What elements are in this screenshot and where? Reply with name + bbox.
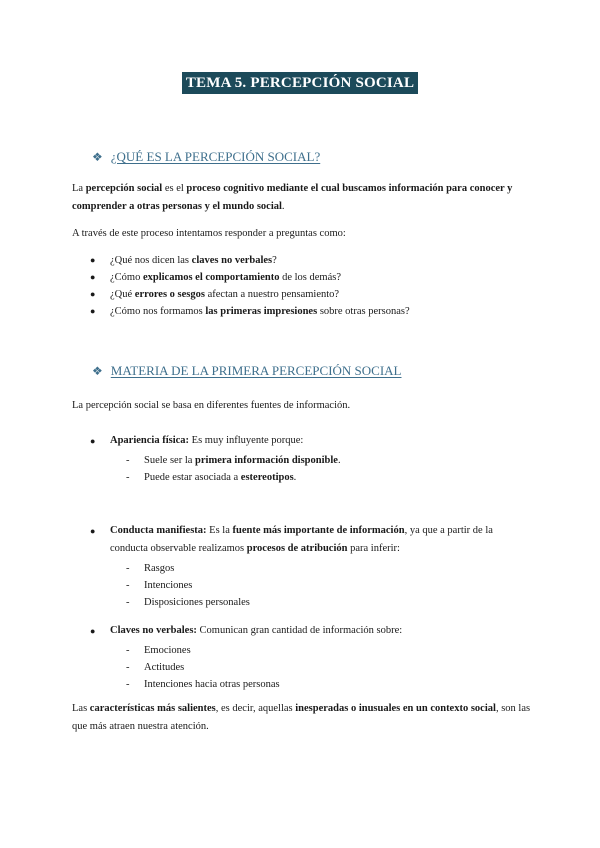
bullet-dot-icon: ● bbox=[90, 626, 96, 636]
text-span: Comunican gran cantidad de información sobre: bbox=[196, 625, 403, 636]
claves-lead bbox=[90, 622, 530, 640]
bold-span: Claves no verbales: bbox=[110, 625, 197, 636]
bold-span: procesos de atribución bbox=[246, 543, 348, 554]
text-span: Es muy influyente porque: bbox=[189, 435, 304, 446]
list-item bbox=[90, 642, 530, 659]
text-span: ¿Qué bbox=[110, 289, 135, 300]
section-heading-1 bbox=[92, 148, 320, 166]
list-item bbox=[90, 286, 530, 303]
text-span: , son las que más atraen nuestra atención. bbox=[72, 703, 531, 732]
text-span: afectan a nuestro pensamiento? bbox=[204, 289, 340, 300]
dash-bullet-icon: - bbox=[126, 563, 130, 574]
list-item bbox=[90, 269, 530, 286]
questions-lead: A través de este proceso intentamos responder a preguntas como: bbox=[72, 228, 346, 239]
list-item bbox=[90, 303, 530, 320]
list-item bbox=[90, 469, 530, 486]
text-span: ? bbox=[272, 255, 277, 266]
bold-span: características más salientes bbox=[89, 703, 216, 714]
text-span: para inferir: bbox=[347, 543, 400, 554]
bold-span: proceso cognitivo mediante el cual buscamos información para conocer y comprender a otras personas y el mundo social bbox=[72, 183, 513, 212]
list-item bbox=[90, 560, 530, 577]
dash-bullet-icon: - bbox=[126, 645, 130, 656]
text-span: . bbox=[293, 472, 297, 483]
apariencia-lead bbox=[90, 432, 530, 450]
text-span: de los demás? bbox=[279, 272, 341, 283]
list-item bbox=[90, 594, 530, 611]
claves-block bbox=[90, 622, 530, 693]
text-span: sobre otras personas? bbox=[317, 306, 410, 317]
text-span: Las bbox=[72, 703, 90, 714]
text-span: Puede estar asociada a bbox=[144, 472, 241, 483]
bullet-dot-icon: ● bbox=[90, 272, 96, 282]
dash-bullet-icon: - bbox=[126, 597, 130, 608]
bold-span: percepción social bbox=[85, 183, 163, 194]
definition-paragraph bbox=[72, 180, 532, 216]
bold-span: primera información disponible bbox=[195, 455, 338, 466]
list-item bbox=[90, 252, 530, 269]
text-span: Es la bbox=[206, 525, 233, 536]
text-span: , es decir, aquellas bbox=[215, 703, 296, 714]
text-span: Disposiciones personales bbox=[144, 597, 250, 608]
text-span: ¿Cómo nos formamos bbox=[110, 306, 206, 317]
bullet-dot-icon: ● bbox=[90, 255, 96, 265]
bullet-dot-icon: ● bbox=[90, 289, 96, 299]
bold-span: claves no verbales bbox=[191, 255, 273, 266]
bold-span: errores o sesgos bbox=[134, 289, 205, 300]
dash-bullet-icon: - bbox=[126, 662, 130, 673]
bold-span: estereotipos bbox=[240, 472, 294, 483]
section-heading-2-text: MATERIA DE LA PRIMERA PERCEPCIÓN SOCIAL bbox=[110, 363, 402, 378]
text-span: . bbox=[337, 455, 341, 466]
bold-span: fuente más importante de información bbox=[232, 525, 405, 536]
bullet-dot-icon: ● bbox=[90, 526, 96, 536]
bold-span: inesperadas o inusuales en un contexto social bbox=[295, 703, 496, 714]
bullet-dot-icon: ● bbox=[90, 436, 96, 446]
text-span: ¿Qué nos dicen las bbox=[110, 255, 192, 266]
text-span: Intenciones bbox=[144, 580, 193, 591]
text-span: Suele ser la bbox=[144, 455, 196, 466]
text-span: es el bbox=[162, 183, 187, 194]
diamond-bullet-icon: ❖ bbox=[92, 150, 103, 164]
text-span: ¿Cómo bbox=[110, 272, 143, 283]
bold-span: Conducta manifiesta: bbox=[110, 525, 207, 536]
list-item bbox=[90, 452, 530, 469]
dash-bullet-icon: - bbox=[126, 455, 130, 466]
apariencia-sublist bbox=[90, 452, 530, 486]
text-span: . bbox=[281, 201, 285, 212]
claves-sublist bbox=[90, 642, 530, 693]
title-wrap bbox=[0, 72, 600, 94]
text-span: Intenciones hacia otras personas bbox=[144, 679, 280, 690]
conducta-block bbox=[90, 522, 530, 611]
questions-list bbox=[90, 252, 530, 320]
text-span: Actitudes bbox=[144, 662, 185, 673]
diamond-bullet-icon: ❖ bbox=[92, 364, 103, 378]
page-title: TEMA 5. PERCEPCIÓN SOCIAL bbox=[182, 72, 418, 94]
dash-bullet-icon: - bbox=[126, 580, 130, 591]
closing-paragraph bbox=[72, 700, 532, 736]
list-item bbox=[90, 577, 530, 594]
bold-span: las primeras impresiones bbox=[205, 306, 318, 317]
conducta-lead bbox=[90, 522, 530, 558]
text-span: , ya que a partir de la conducta observable realizamos bbox=[110, 525, 493, 554]
section-heading-1-text: ¿QUÉ ES LA PERCEPCIÓN SOCIAL? bbox=[110, 149, 321, 164]
list-item bbox=[90, 659, 530, 676]
conducta-sublist bbox=[90, 560, 530, 611]
section-heading-2 bbox=[92, 362, 402, 380]
bold-span: explicamos el comportamiento bbox=[142, 272, 280, 283]
bullet-dot-icon: ● bbox=[90, 306, 96, 316]
sources-lead: La percepción social se basa en diferentes fuentes de información. bbox=[72, 400, 351, 411]
dash-bullet-icon: - bbox=[126, 679, 130, 690]
text-span: La bbox=[72, 183, 86, 194]
list-item bbox=[90, 676, 530, 693]
dash-bullet-icon: - bbox=[126, 472, 130, 483]
text-span: Rasgos bbox=[144, 563, 175, 574]
bold-span: Apariencia física: bbox=[110, 435, 190, 446]
text-span: Emociones bbox=[144, 645, 191, 656]
apariencia-block bbox=[90, 432, 530, 486]
